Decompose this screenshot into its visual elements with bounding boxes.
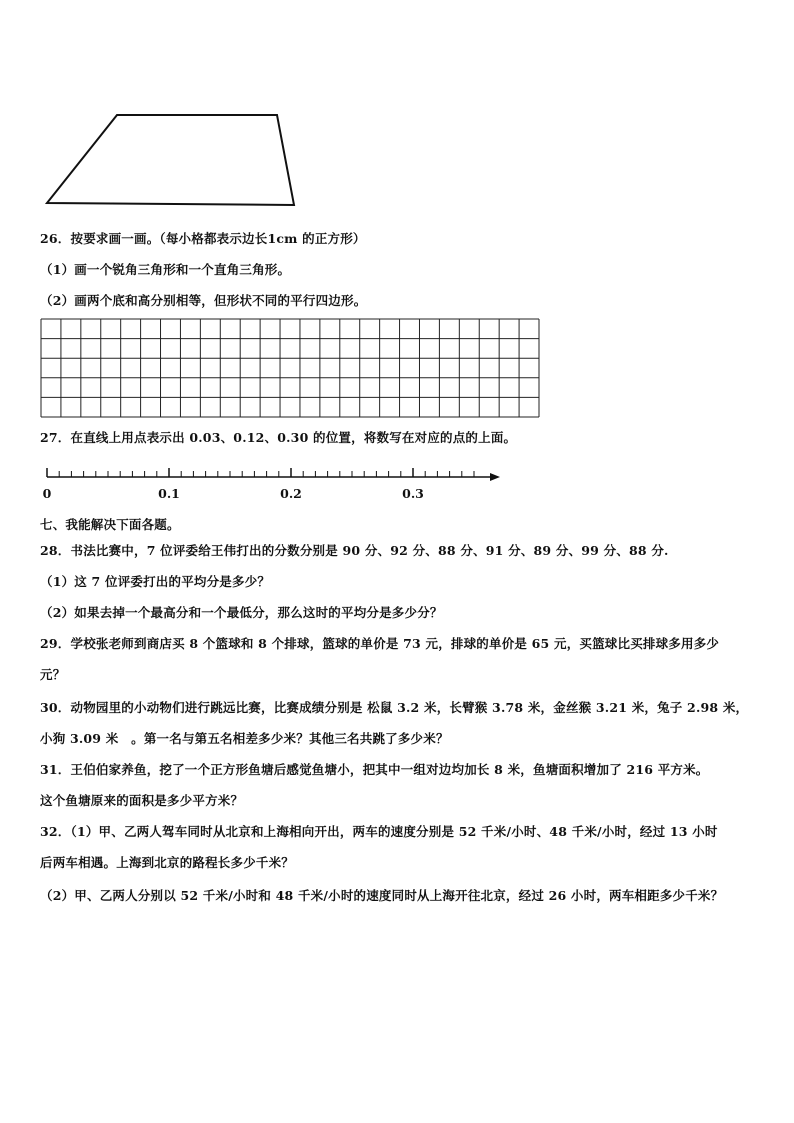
question-30-line-1: 30．动物园里的小动物们进行跳远比赛，比赛成绩分别是 松鼠 3.2 米，长臂猴 3.78 米，金丝猴 3.21 米，兔子 2.98 米， xyxy=(40,700,749,715)
question-28-title: 28．书法比赛中，7 位评委给王伟打出的分数分别是 90 分、92 分、88 分、91 分、89 分、99 分、88 分. xyxy=(40,543,669,558)
question-31-line-1: 31．王伯伯家养鱼，挖了一个正方形鱼塘后感觉鱼塘小，把其中一组对边均加长 8 米，鱼塘面积增加了 216 平方米。 xyxy=(40,762,709,777)
question-31-line-2: 这个鱼塘原来的面积是多少平方米？ xyxy=(40,793,244,808)
question-26-part-1: （1）画一个锐角三角形和一个直角三角形。 xyxy=(40,262,291,277)
question-28-part-2: （2）如果去掉一个最高分和一个最低分，那么这时的平均分是多少分？ xyxy=(40,605,443,620)
square-grid xyxy=(40,318,540,418)
question-32-line-1: 32．（1）甲、乙两人驾车同时从北京和上海相向开出，两车的速度分别是 52 千米/小时、48 千米/小时，经过 13 小时 xyxy=(40,824,718,839)
question-26-title: 26．按要求画一画。（每小格都表示边长1cm 的正方形） xyxy=(40,231,366,246)
trapezoid-shape xyxy=(47,115,294,205)
section-7-title: 七、我能解决下面各题。 xyxy=(40,517,180,532)
question-27-title: 27．在直线上用点表示出 0.03、0.12、0.30 的位置，将数写在对应的点的上面。 xyxy=(40,430,517,445)
question-30-line-2: 小狗 3.09 米 。第一名与第五名相差多少米？其他三名共跳了多少米？ xyxy=(40,731,449,746)
number-line-label: 0.2 xyxy=(280,486,302,501)
number-line xyxy=(40,460,510,506)
number-line-arrow xyxy=(490,473,500,481)
question-32-line-2: 后两车相遇。上海到北京的路程长多少千米？ xyxy=(40,855,295,870)
question-29-line-1: 29．学校张老师到商店买 8 个篮球和 8 个排球，篮球的单价是 73 元，排球的单价是 65 元，买篮球比买排球多用多少 xyxy=(40,636,720,651)
number-line-label: 0.3 xyxy=(402,486,424,501)
number-line-label: 0.1 xyxy=(158,486,180,501)
question-29-line-2: 元？ xyxy=(40,667,66,682)
question-28-part-1: （1）这 7 位评委打出的平均分是多少？ xyxy=(40,574,271,589)
question-26-part-2: （2）画两个底和高分别相等，但形状不同的平行四边形。 xyxy=(40,293,367,308)
number-line-label: 0 xyxy=(42,486,52,501)
trapezoid-figure xyxy=(40,108,305,210)
question-32-line-3: （2）甲、乙两人分别以 52 千米/小时和 48 千米/小时的速度同时从上海开往北京，经过 26 小时，两车相距多少千米？ xyxy=(40,888,724,903)
